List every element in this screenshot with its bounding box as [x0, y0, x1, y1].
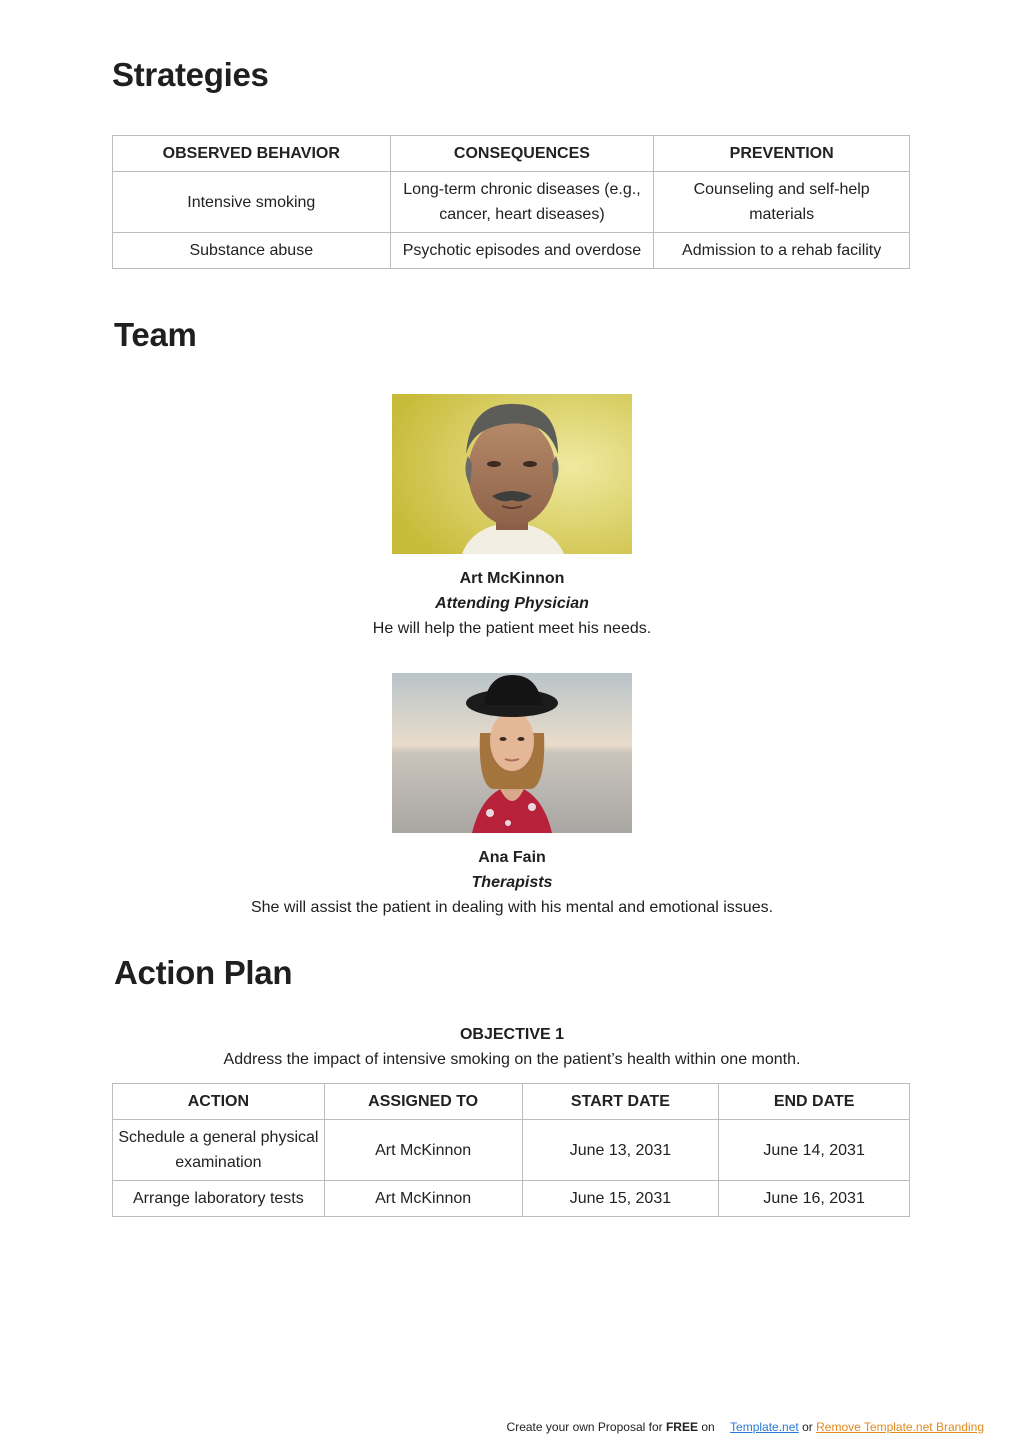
action-plan-heading: Action Plan — [114, 954, 293, 991]
table-cell: June 13, 2031 — [522, 1120, 719, 1181]
column-header: ACTION — [113, 1084, 325, 1120]
branding-footer — [507, 1420, 984, 1434]
table-cell: Long-term chronic diseases (e.g., cancer, heart diseases) — [390, 172, 654, 233]
member-photo — [392, 673, 632, 833]
column-header: PREVENTION — [654, 136, 910, 172]
footer-or: or — [802, 1420, 813, 1434]
table-cell: June 14, 2031 — [719, 1120, 910, 1181]
table-cell: Art McKinnon — [324, 1181, 522, 1217]
footer-on: on — [701, 1420, 715, 1434]
table-cell: Admission to a rehab facility — [654, 233, 910, 269]
table-cell: Counseling and self-help materials — [654, 172, 910, 233]
objective-text: Address the impact of intensive smoking on the patient’s health within one month. — [223, 1051, 801, 1068]
table-row — [113, 233, 910, 269]
table-cell: Psychotic episodes and overdose — [390, 233, 654, 269]
action-plan-table — [112, 1083, 910, 1217]
footer-free: FREE — [665, 1420, 698, 1434]
member-description: She will assist the patient in dealing with his mental and emotional issues. — [250, 899, 774, 916]
table-cell: Intensive smoking — [113, 172, 391, 233]
column-header: CONSEQUENCES — [390, 136, 654, 172]
team-member-card — [112, 673, 912, 920]
table-row — [113, 1181, 910, 1217]
strategies-table — [112, 135, 910, 269]
footer-prefix: Create your own Proposal for — [506, 1420, 666, 1434]
objective-title: OBJECTIVE 1 — [459, 1026, 565, 1043]
member-photo — [392, 394, 632, 554]
member-role: Therapists — [471, 874, 553, 891]
table-header-row — [113, 1084, 910, 1120]
template-net-link[interactable]: Template.net — [730, 1420, 799, 1434]
table-row — [113, 172, 910, 233]
team-heading: Team — [114, 316, 197, 353]
table-row — [113, 1120, 910, 1181]
table-cell: June 15, 2031 — [522, 1181, 719, 1217]
strategies-heading: Strategies — [112, 56, 269, 93]
member-name: Ana Fain — [478, 849, 546, 866]
member-description: He will help the patient meet his needs. — [372, 620, 652, 637]
table-cell: Schedule a general physical examination — [113, 1120, 325, 1181]
table-cell: June 16, 2031 — [719, 1181, 910, 1217]
team-member-card — [112, 394, 912, 641]
table-header-row — [113, 136, 910, 172]
table-cell: Arrange laboratory tests — [113, 1181, 325, 1217]
member-role: Attending Physician — [435, 595, 589, 612]
table-cell: Art McKinnon — [324, 1120, 522, 1181]
column-header: ASSIGNED TO — [324, 1084, 522, 1120]
objective-block — [112, 1022, 912, 1072]
column-header: END DATE — [719, 1084, 910, 1120]
remove-branding-link[interactable]: Remove Template.net Branding — [816, 1420, 984, 1434]
table-cell: Substance abuse — [113, 233, 391, 269]
column-header: START DATE — [522, 1084, 719, 1120]
member-name: Art McKinnon — [459, 570, 565, 587]
column-header: OBSERVED BEHAVIOR — [113, 136, 391, 172]
